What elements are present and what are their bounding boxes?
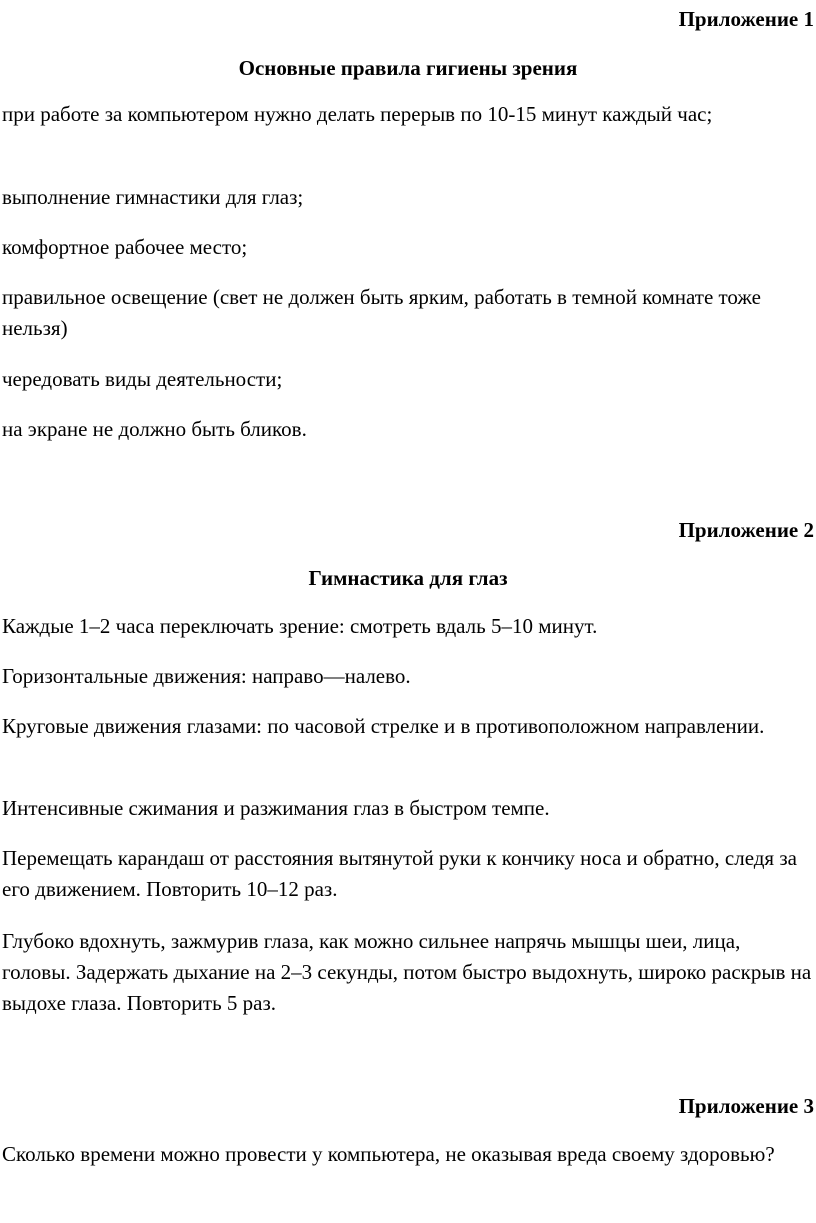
appendix-1-item: на экране не должно быть бликов. — [2, 417, 307, 441]
appendix-2-item: Перемещать карандаш от расстояния вытянутой руки к кончику носа и обратно, следя за его движением. Повторить 10–12 раз. — [2, 846, 797, 901]
appendix-1-item: комфортное рабочее место; — [2, 235, 248, 259]
appendix-1-label: Приложение 1 — [678, 7, 814, 31]
appendix-2-label: Приложение 2 — [678, 518, 814, 542]
appendix-1-item: при работе за компьютером нужно делать перерыв по 10-15 минут каждый час; — [2, 102, 713, 126]
appendix-2-item: Каждые 1–2 часа переключать зрение: смотреть вдаль 5–10 минут. — [2, 614, 598, 638]
appendix-3-label: Приложение 3 — [678, 1094, 814, 1118]
appendix-2-item: Глубоко вдохнуть, зажмурив глаза, как можно сильнее напрячь мышцы шеи, лица, головы. Задержать дыхание на 2–3 секунды, потом быстро выдохнуть, широко раскрыв на выдохе глаза. Повторить 5 раз. — [2, 929, 812, 1015]
appendix-2-item: Горизонтальные движения: направо—налево. — [2, 664, 411, 688]
appendix-2-title: Гимнастика для глаз — [308, 566, 508, 590]
appendix-1-item: выполнение гимнастики для глаз; — [2, 185, 304, 209]
appendix-1-item: правильное освещение (свет не должен быть ярким, работать в темной комнате тоже нельзя) — [2, 285, 761, 340]
appendix-2-item: Интенсивные сжимания и разжимания глаз в быстром темпе. — [2, 796, 550, 820]
appendix-1-item: чередовать виды деятельности; — [2, 367, 283, 391]
appendix-2-item: Круговые движения глазами: по часовой стрелке и в противоположном направлении. — [2, 714, 765, 738]
appendix-1-title: Основные правила гигиены зрения — [238, 56, 578, 80]
appendix-3-question: Сколько времени можно провести у компьютера, не оказывая вреда своему здоровью? — [2, 1142, 775, 1166]
